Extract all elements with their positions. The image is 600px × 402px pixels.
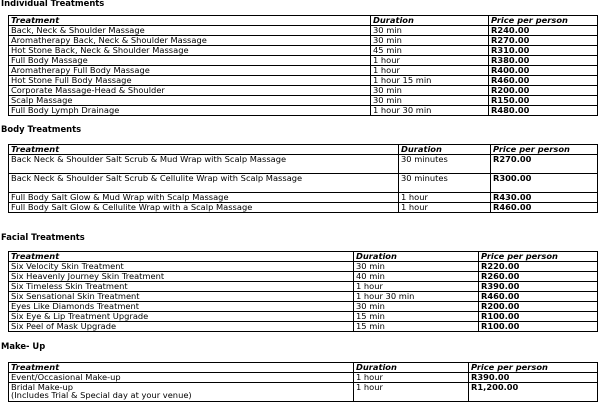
table-header-row: [9, 16, 598, 26]
table-row: Eyes Like Diamonds Treatment 30 min R200.00: [9, 301, 598, 311]
table-row: Full Body Salt Glow & Mud Wrap with Scalp Massage 1 hour R430.00: [9, 192, 598, 202]
treatment-note: (Includes Trial & Special day at your venue): [11, 390, 192, 401]
makeup-table: [8, 362, 598, 402]
table-row: Back Neck & Shoulder Salt Scrub & Mud Wrap with Scalp Massage 30 minutes R270.00: [9, 154, 598, 173]
table-row: Hot Stone Back, Neck & Shoulder Massage 45 min R310.00: [9, 45, 598, 55]
body-treatments-table: [8, 144, 598, 213]
section-title-makeup: Make- Up: [1, 341, 46, 351]
table-header-row: [9, 252, 598, 262]
table-row: Full Body Salt Glow & Cellulite Wrap with a Scalp Massage 1 hour R460.00: [9, 202, 598, 212]
section-title-individual: Individual Treatments: [1, 0, 105, 8]
table-header-row: [9, 145, 598, 155]
header-price: Price per person: [489, 16, 598, 26]
header-duration: Duration: [371, 16, 489, 26]
table-row: Six Timeless Skin Treatment 1 hour R390.00: [9, 281, 598, 291]
table-row: Six Velocity Skin Treatment 30 min R220.00: [9, 261, 598, 271]
table-row: Back, Neck & Shoulder Massage 30 min R240.00: [9, 25, 598, 35]
table-row: Back Neck & Shoulder Salt Scrub & Cellulite Wrap with Scalp Massage 30 minutes R300.00: [9, 173, 598, 192]
section-title-body: Body Treatments: [1, 124, 82, 134]
table-row: Aromatherapy Back, Neck & Shoulder Massage 30 min R270.00: [9, 35, 598, 45]
table-row: Six Heavenly Journey Skin Treatment 40 min R260.00: [9, 271, 598, 281]
table-row: Bridal Make-up (Includes Trial & Special day at your venue) 1 hour R1,200.00: [9, 382, 598, 401]
table-row: Corporate Massage-Head & Shoulder 30 min R200.00: [9, 85, 598, 95]
header-price: Price per person: [491, 145, 598, 155]
header-treatment: Treatment: [9, 252, 354, 262]
individual-treatments-table: [8, 15, 598, 116]
header-price: Price per person: [469, 363, 598, 373]
header-treatment: Treatment: [9, 16, 371, 26]
header-treatment: Treatment: [9, 145, 399, 155]
header-price: Price per person: [479, 252, 598, 262]
table-row: Hot Stone Full Body Massage 1 hour 15 min R460.00: [9, 75, 598, 85]
treatment-name: Bridal Make-up: [11, 382, 74, 392]
table-row: Full Body Massage 1 hour R380.00: [9, 55, 598, 65]
table-header-row: [9, 363, 598, 373]
facial-treatments-table: [8, 251, 598, 332]
table-row: Six Peel of Mask Upgrade 15 min R100.00: [9, 321, 598, 331]
table-row: Scalp Massage 30 min R150.00: [9, 95, 598, 105]
header-treatment: Treatment: [9, 363, 354, 373]
table-row: Full Body Lymph Drainage 1 hour 30 min R480.00: [9, 105, 598, 115]
section-title-facial: Facial Treatments: [1, 232, 85, 242]
table-row: Aromatherapy Full Body Massage 1 hour R400.00: [9, 65, 598, 75]
header-duration: Duration: [354, 363, 469, 373]
table-row: Event/Occasional Make-up 1 hour R390.00: [9, 372, 598, 382]
header-duration: Duration: [399, 145, 491, 155]
table-row: Six Eye & Lip Treatment Upgrade 15 min R100.00: [9, 311, 598, 321]
table-row: Six Sensational Skin Treatment 1 hour 30 min R460.00: [9, 291, 598, 301]
header-duration: Duration: [354, 252, 479, 262]
